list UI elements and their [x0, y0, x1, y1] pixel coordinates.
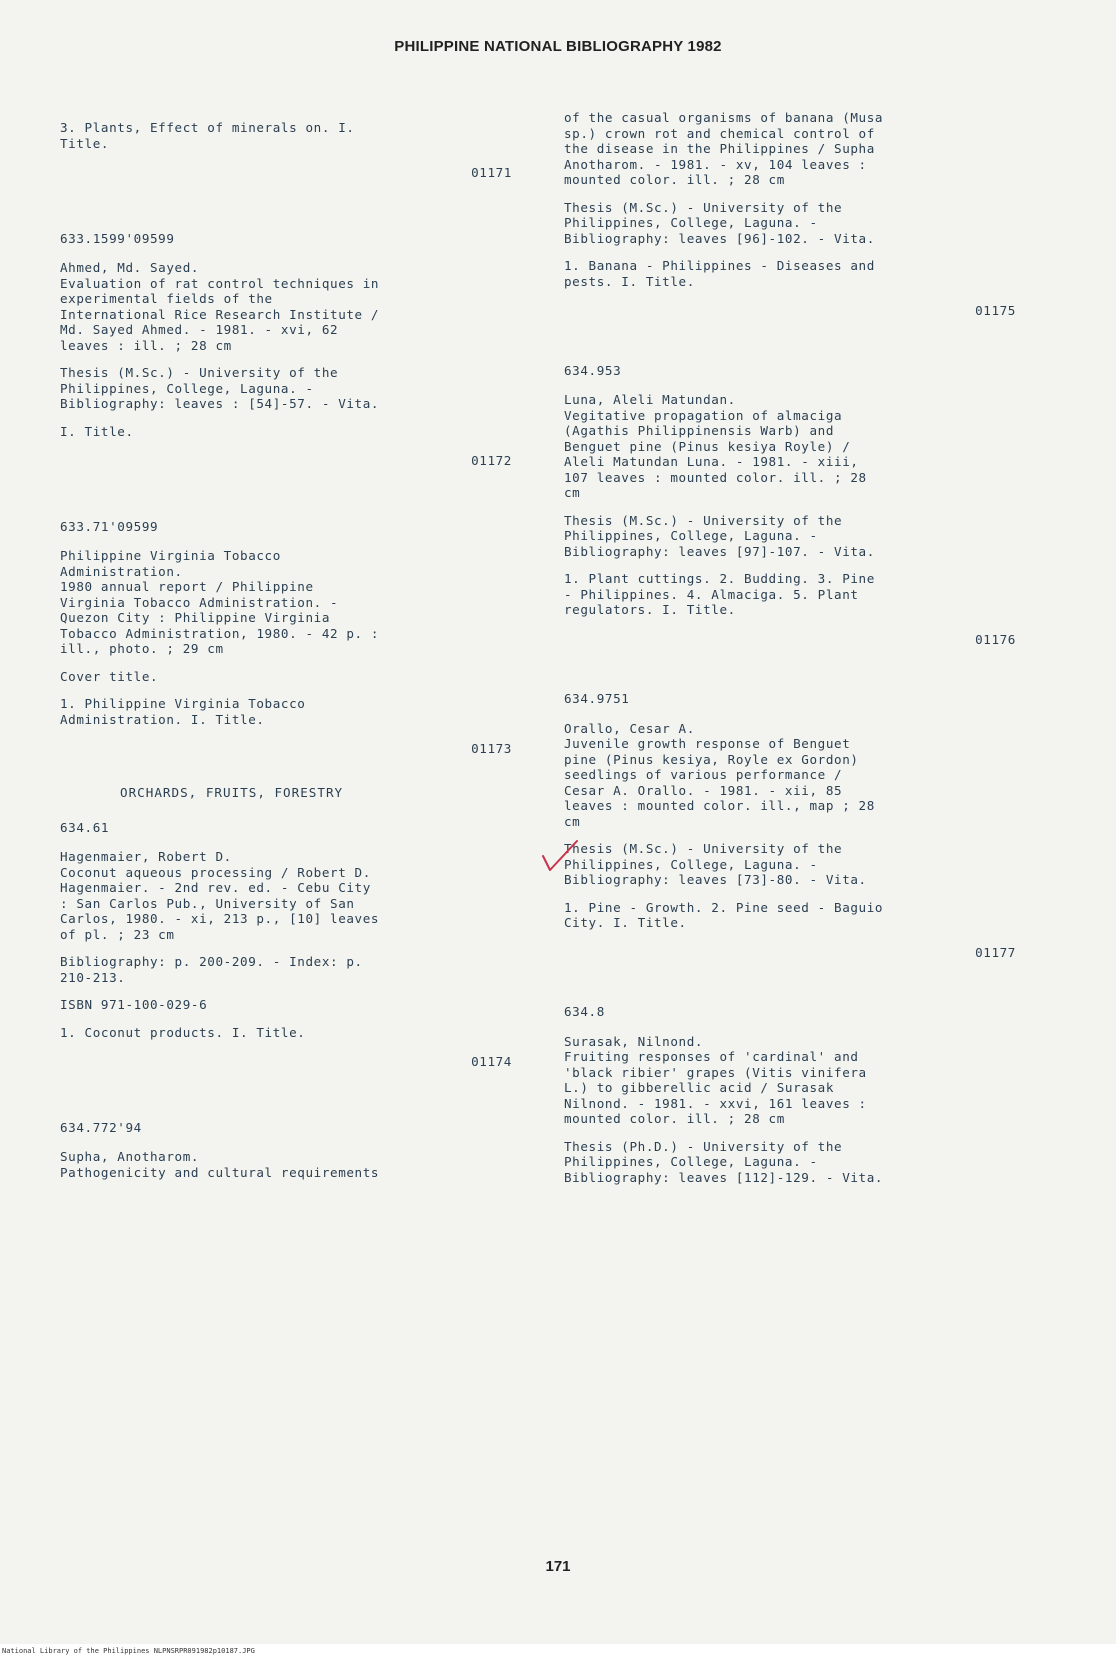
citation: Philippine Virginia Tobacco Administration. 1980 annual report / Philippine Virginia Tobacco Administration. - Quezon City : Philippine Virginia Tobacco Administration, 1980. - 42 p. : ill., photo. ; 29 cm — [60, 548, 380, 656]
call-number: 634.9751 — [564, 691, 630, 706]
subject-list: 3. Plants, Effect of minerals on. I. Title. — [60, 120, 355, 151]
page-header: PHILIPPINE NATIONAL BIBLIOGRAPHY 1982 — [394, 38, 722, 55]
entry-01176 — [564, 363, 1024, 648]
citation: Surasak, Nilnond. Fruiting responses of 'cardinal' and 'black ribier' grapes (Vitis vinifera L.) to gibberellic acid / Surasak Nilnond. - 1981. - xxvi, 161 leaves : mounted color. ill. ; 28 cm — [564, 1033, 867, 1126]
entry-01178-start — [564, 1004, 1024, 1185]
entry-continuation — [60, 120, 520, 181]
left-column — [60, 120, 520, 1192]
subject-list: 1. Plant cuttings. 2. Budding. 3. Pine - Philippines. 4. Almaciga. 5. Plant regulators. I. Title. — [564, 571, 875, 617]
section-heading: ORCHARDS, FRUITS, FORESTRY — [120, 784, 344, 800]
entry-01173 — [60, 519, 520, 757]
entry-01172 — [60, 231, 520, 469]
citation: Luna, Aleli Matundan. Vegitative propagation of almaciga (Agathis Philippinensis Warb) and Benguet pine (Pinus kesiya Royle) / Aleli Matundan Luna. - 1981. - xiii, 107 leaves : mounted color. ill. ; 28 cm — [564, 392, 867, 500]
call-number: 634.8 — [564, 1004, 605, 1019]
entry-number: 01174 — [471, 1054, 512, 1069]
subject-list: 1. Philippine Virginia Tobacco Administration. I. Title. — [60, 696, 306, 727]
entry-01175-start — [60, 1120, 520, 1181]
call-number: 634.772'94 — [60, 1119, 142, 1135]
checkmark-icon — [540, 838, 580, 874]
thesis-note: Thesis (M.Sc.) - University of the Philippines, College, Laguna. - Bibliography: leaves [73]-80. - Vita. — [564, 841, 867, 887]
page-number: 171 — [545, 1558, 571, 1575]
thesis-note: Thesis (M.Sc.) - University of the Philippines, College, Laguna. - Bibliography: leaves : [54]-57. - Vita. — [60, 365, 380, 411]
entry-number: 01172 — [471, 453, 512, 468]
thesis-note: Thesis (Ph.D.) - University of the Philippines, College, Laguna. - Bibliography: leaves [112]-129. - Vita. — [564, 1138, 884, 1185]
bibliography-note: Bibliography: p. 200-209. - Index: p. 210-213. — [60, 954, 363, 985]
thesis-note: Thesis (M.Sc.) - University of the Philippines, College, Laguna. - Bibliography: leaves [96]-102. - Vita. — [564, 199, 875, 246]
citation: Supha, Anotharom. Pathogenicity and cultural requirements — [60, 1149, 380, 1180]
entry-01175-continued — [564, 110, 1024, 319]
citation: Hagenmaier, Robert D. Coconut aqueous processing / Robert D. Hagenmaier. - 2nd rev. ed. - Cebu City : San Carlos Pub., University of San Carlos, 1980. - xi, 213 p., [10] leaves of pl. ; 23 cm — [60, 849, 380, 942]
entry-01177 — [564, 691, 1024, 960]
archive-footer: National Library of the Philippines NLPNSRPR091982p10187.JPG — [0, 1644, 1116, 1658]
call-number: 633.71'09599 — [60, 518, 159, 534]
citation: Ahmed, Md. Sayed. Evaluation of rat control techniques in experimental fields of the International Rice Research Institute / Md. Sayed Ahmed. - 1981. - xvi, 62 leaves : ill. ; 28 cm — [60, 260, 380, 353]
entry-number: 01177 — [975, 944, 1016, 960]
entry-number: 01175 — [975, 303, 1016, 318]
subject-list: I. Title. — [60, 423, 134, 439]
call-number: 634.953 — [564, 362, 622, 378]
entry-number: 01176 — [975, 631, 1016, 647]
subject-list: 1. Banana - Philippines - Diseases and pests. I. Title. — [564, 258, 875, 289]
citation: of the casual organisms of banana (Musa sp.) crown rot and chemical control of the disease in the Philippines / Supha Anotharom. - 1981. - xv, 104 leaves : mounted color. ill. ; 28 cm — [564, 110, 884, 187]
call-number: 633.1599'09599 — [60, 230, 175, 246]
citation: Orallo, Cesar A. Juvenile growth response of Benguet pine (Pinus kesiya, Royle ex Gordon) seedlings of various performance / Cesar A. Orallo. - 1981. - xii, 85 leaves : mounted color. ill., map ; 28 cm — [564, 720, 875, 829]
entry-01174 — [60, 820, 520, 1070]
isbn: ISBN 971-100-029-6 — [60, 997, 208, 1012]
call-number: 634.61 — [60, 819, 110, 835]
right-column — [564, 110, 1024, 1197]
subject-list: 1. Pine - Growth. 2. Pine seed - Baguio City. I. Title. — [564, 899, 884, 930]
thesis-note: Thesis (M.Sc.) - University of the Philippines, College, Laguna. - Bibliography: leaves [97]-107. - Vita. — [564, 512, 875, 559]
general-note: Cover title. — [60, 668, 159, 684]
entry-number: 01171 — [471, 165, 512, 180]
subject-list: 1. Coconut products. I. Title. — [60, 1024, 306, 1040]
entry-number: 01173 — [471, 741, 512, 756]
